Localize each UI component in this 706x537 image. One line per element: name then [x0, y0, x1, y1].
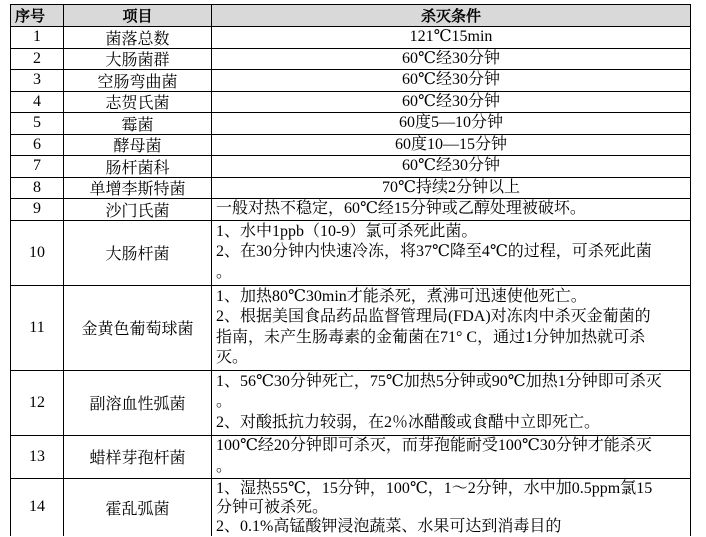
cell-condition — [212, 113, 691, 135]
table-row — [11, 199, 691, 221]
table-header-row — [11, 5, 691, 27]
cell-item: 沙门氏菌 — [64, 199, 212, 221]
condition-line: 指南，未产生肠毒素的金葡菌在71° C，通过1分钟加热就可杀 — [216, 328, 646, 346]
cell-condition — [212, 286, 691, 371]
condition-text — [402, 49, 500, 70]
condition-line: 60度10—15分钟 — [394, 135, 507, 153]
cell-number: 10 — [11, 221, 64, 286]
table-row — [11, 70, 691, 92]
condition-line: 2、根据美国食品药品监督管理局(FDA)对冻肉中杀灭金葡菌的 — [216, 308, 651, 325]
table-row — [11, 436, 691, 479]
cell-condition — [212, 371, 691, 436]
cell-number: 11 — [11, 286, 64, 371]
cell-item: 单增李斯特菌 — [64, 178, 212, 200]
cell-condition — [212, 199, 691, 221]
condition-line: 70℃持续2分钟以上 — [382, 178, 520, 196]
cell-item: 菌落总数 — [64, 27, 212, 49]
table-row — [11, 27, 691, 49]
condition-text — [216, 372, 662, 434]
cell-number: 7 — [11, 156, 64, 178]
condition-line: 60℃经30分钟 — [402, 49, 500, 67]
condition-line: 1、56℃30分钟死亡，75℃加热5分钟或90℃加热1分钟即可杀灭 — [216, 372, 662, 390]
cell-condition — [212, 27, 691, 49]
condition-line: 60℃经30分钟 — [402, 157, 500, 174]
cell-condition — [212, 92, 691, 114]
cell-number: 2 — [11, 49, 64, 71]
table-row — [11, 92, 691, 114]
condition-line: 一般对热不稳定，60℃经15分钟或乙醇处理被破坏。 — [216, 200, 586, 217]
condition-text — [216, 436, 652, 477]
cell-number: 8 — [11, 178, 64, 200]
condition-line: 121℃15min — [409, 28, 493, 45]
condition-text — [216, 287, 651, 369]
cell-item: 大肠菌群 — [64, 49, 212, 71]
table-row — [11, 113, 691, 135]
table-row — [11, 135, 691, 157]
cell-condition — [212, 49, 691, 71]
condition-text — [402, 92, 500, 113]
table-row — [11, 221, 691, 286]
cell-item: 金黄色葡萄球菌 — [64, 286, 212, 371]
cell-number: 12 — [11, 371, 64, 436]
header-item: 项目 — [64, 5, 212, 27]
condition-line: 2、0.1%高锰酸钾浸泡蔬菜、水果可达到消毒目的 — [216, 517, 562, 535]
condition-line: 100℃经20分钟即可杀灭，而芽孢能耐受100℃30分钟才能杀灭 — [216, 437, 652, 454]
cell-item: 霍乱弧菌 — [64, 479, 212, 536]
cell-number: 1 — [11, 27, 64, 49]
condition-text — [399, 113, 503, 134]
header-number: 序号 — [11, 5, 64, 27]
cell-condition — [212, 178, 691, 200]
table-row — [11, 286, 691, 371]
cell-condition — [212, 479, 691, 536]
condition-line: 。 — [216, 263, 233, 281]
condition-text — [382, 178, 520, 199]
condition-line: 1、水中1ppb（10-9）氯可杀死此菌。 — [216, 222, 478, 240]
condition-line: 60度5—10分钟 — [398, 114, 503, 131]
cell-item: 霉菌 — [64, 113, 212, 135]
condition-text — [410, 27, 493, 48]
condition-line: 。 — [216, 393, 233, 411]
condition-line: 2、对酸抵抗力较弱，在2％冰醋酸或食醋中立即死亡。 — [216, 413, 601, 431]
header-condition: 杀灭条件 — [212, 5, 691, 27]
cell-number: 3 — [11, 70, 64, 92]
table-row — [11, 178, 691, 200]
condition-line: 1、加热80℃30min才能杀死，煮沸可迅速使他死亡。 — [216, 287, 587, 305]
cell-item: 酵母菌 — [64, 135, 212, 157]
table-row — [11, 49, 691, 71]
condition-line: 灭。 — [216, 349, 249, 366]
condition-line: 2、在30分钟内快速冷冻，将37℃降至4℃的过程，可杀死此菌 — [216, 243, 652, 261]
condition-line: 60℃经30分钟 — [402, 71, 500, 88]
condition-text — [402, 156, 500, 177]
cell-item: 志贺氏菌 — [64, 92, 212, 114]
cell-item: 大肠杆菌 — [64, 221, 212, 286]
condition-text — [216, 479, 652, 536]
table-row — [11, 371, 691, 436]
cell-condition — [212, 135, 691, 157]
cell-condition — [212, 156, 691, 178]
cell-item: 蜡样芽孢杆菌 — [64, 436, 212, 479]
table-row — [11, 479, 691, 536]
cell-number: 14 — [11, 479, 64, 536]
condition-line: 60℃经30分钟 — [402, 92, 500, 110]
condition-line: 1、湿热55℃，15分钟，100℃，1～2分钟，水中加0.5ppm氯15 — [216, 479, 653, 497]
cell-number: 6 — [11, 135, 64, 157]
cell-number: 5 — [11, 113, 64, 135]
sterilization-table — [10, 4, 691, 536]
cell-condition — [212, 221, 691, 286]
condition-line: 分钟可被杀死。 — [216, 498, 329, 516]
condition-text — [216, 222, 652, 284]
cell-number: 9 — [11, 199, 64, 221]
condition-text — [395, 135, 507, 156]
cell-item: 肠杆菌科 — [64, 156, 212, 178]
cell-item: 空肠弯曲菌 — [64, 70, 212, 92]
table-row — [11, 156, 691, 178]
cell-condition — [212, 436, 691, 479]
cell-number: 4 — [11, 92, 64, 114]
cell-item: 副溶血性弧菌 — [64, 371, 212, 436]
condition-text — [216, 199, 586, 220]
cell-number: 13 — [11, 436, 64, 479]
cell-condition — [212, 70, 691, 92]
condition-text — [402, 70, 500, 91]
condition-line: 。 — [216, 457, 233, 475]
